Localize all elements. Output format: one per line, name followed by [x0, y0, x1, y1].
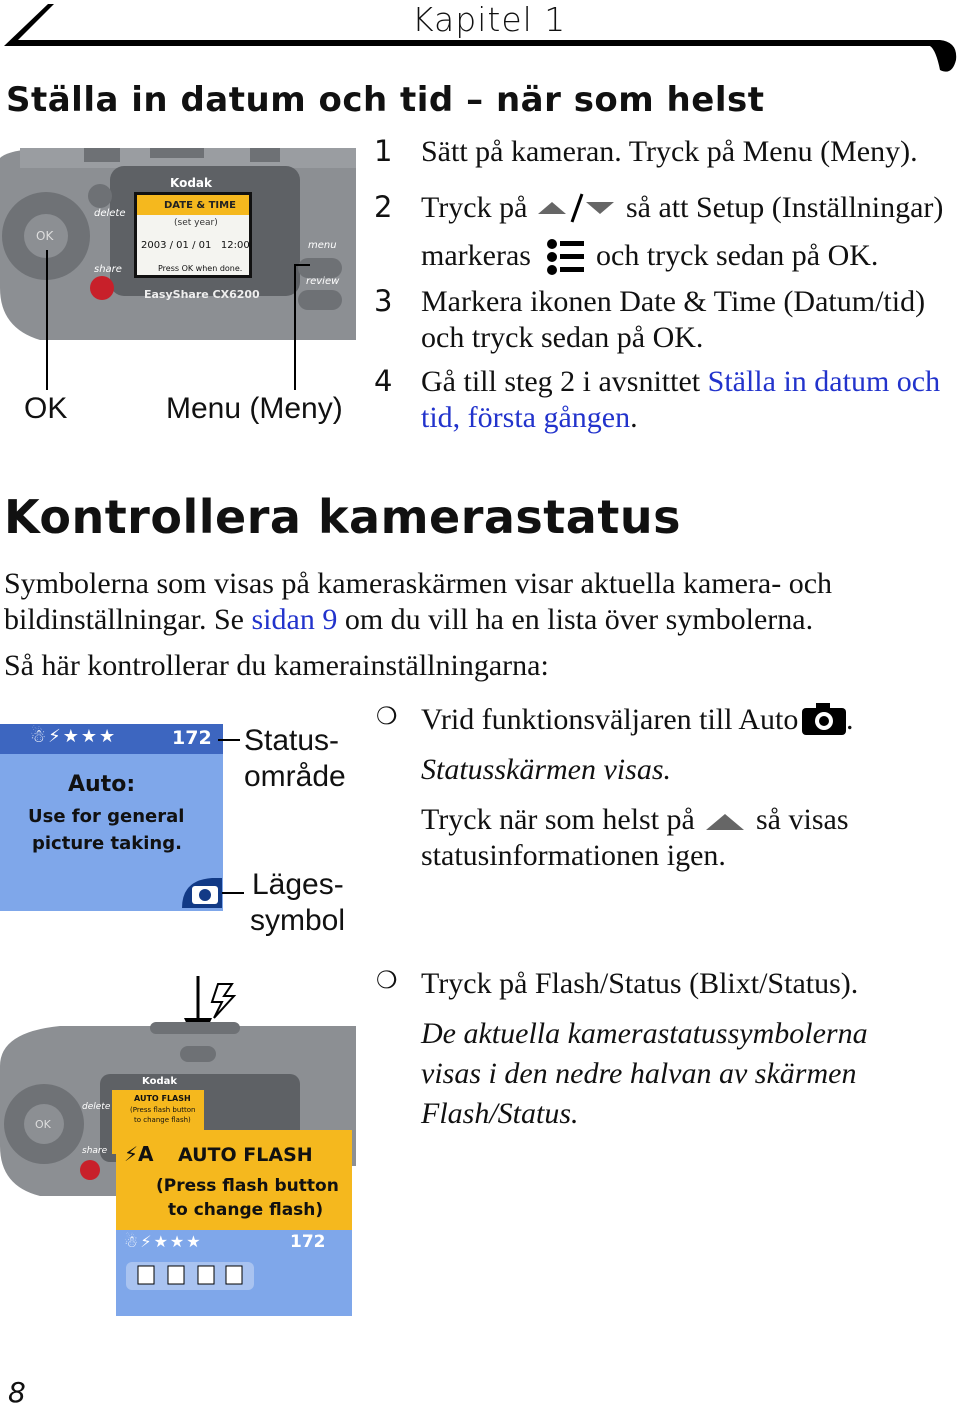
flash-camera-ok: OK: [35, 1118, 51, 1131]
flash-status-icons: ☃⚡★★★: [124, 1232, 203, 1251]
flash-screen-title: AUTO FLASH: [178, 1144, 313, 1166]
ok-callout-line: [46, 250, 48, 390]
small-screen-hint-2: to change flash): [134, 1116, 191, 1124]
bullet-1-line-3b: så visas: [756, 803, 849, 836]
bullet-2-italic-1: De aktuella kamerastatussymbolerna: [421, 1017, 868, 1050]
step-2-text-d: och tryck sedan på OK.: [596, 239, 879, 272]
status-area-label-2: område: [244, 760, 346, 793]
para-1-line-2: [4, 602, 813, 638]
step-1-text: Sätt på kameran. Tryck på Menu (Meny).: [421, 135, 918, 168]
camera-mode-icon: [800, 700, 848, 736]
flash-screen-hint-2: to change flash): [168, 1200, 324, 1220]
camera-review-label: review: [306, 276, 340, 287]
mode-symbol-label-2: symbol: [250, 904, 346, 937]
mode-symbol-label-1: Läges-: [252, 868, 344, 901]
bullet-1-text: Vrid funktionsväljaren till Auto: [421, 703, 799, 736]
camera-delete-label: delete: [94, 208, 126, 219]
screen-title: DATE & TIME: [164, 200, 236, 211]
status-callout-line: [218, 739, 240, 741]
bullet-1-line-3a: Tryck när som helst på: [421, 803, 695, 836]
page-number: 8: [8, 1376, 26, 1409]
flash-camera-illustration: [0, 976, 356, 1316]
flash-camera-share: share: [82, 1146, 108, 1156]
page-9-link[interactable]: sidan 9: [251, 603, 338, 636]
camera-share-label: share: [94, 264, 122, 275]
step-4-text: Gå till steg 2 i avsnittet: [421, 365, 708, 398]
step-3-line-2: och tryck sedan på OK.: [421, 321, 704, 354]
camera-menu-label: menu: [308, 240, 337, 251]
menu-callout-line: [294, 264, 296, 390]
section-heading-date-time: Ställa in datum och tid – när som helst: [6, 80, 765, 120]
setup-list-icon: [546, 238, 586, 276]
menu-label: Menu (Meny): [166, 392, 343, 425]
screen-subtitle: (set year): [174, 218, 218, 228]
para-2: Så här kontrollerar du kamerainställningarna:: [4, 649, 549, 682]
step-4-number: 4: [374, 364, 393, 398]
step-4-line-1: [421, 364, 940, 400]
flash-camera-delete: delete: [82, 1102, 111, 1112]
small-screen-title: AUTO FLASH: [134, 1094, 191, 1103]
para-1-line-1: Symbolerna som visas på kameraskärmen visar aktuella kamera- och: [4, 567, 833, 600]
status-desc-line-1: Use for general: [28, 806, 185, 827]
auto-camera-icon: [182, 874, 222, 908]
step-2-text-c: markeras: [421, 239, 531, 272]
menu-callout-stub: [294, 264, 310, 266]
step-1-number: 1: [374, 134, 393, 168]
up-arrow-icon: [704, 812, 746, 832]
step-3-line-1: Markera ikonen Date & Time (Datum/tid): [421, 285, 926, 318]
camera-back-illustration: [0, 148, 356, 340]
up-down-arrow-icon: [534, 192, 618, 226]
status-icons: ☃⚡★★★: [30, 726, 118, 747]
bullet-1-dot: .: [846, 703, 854, 736]
camera-model: EasyShare CX6200: [144, 288, 260, 301]
bullet-1-italic: Statusskärmen visas.: [421, 753, 671, 786]
camera-ok-label: OK: [36, 229, 54, 243]
step-4-link-b[interactable]: tid, första gången: [421, 401, 631, 434]
small-screen-hint-1: (Press flash button: [130, 1106, 196, 1114]
screen-date-value: 2003 / 01 / 01 12:00: [141, 240, 250, 251]
step-2-number: 2: [374, 190, 393, 224]
status-area-label-1: Status-: [244, 724, 340, 757]
screen-hint: Press OK when done.: [158, 264, 243, 273]
bullet-1-line-4: statusinformationen igen.: [421, 839, 726, 872]
chapter-title: Kapitel 1: [412, 0, 567, 39]
bullet-1-marker: ❍: [376, 702, 398, 730]
step-4-end: .: [630, 401, 638, 434]
flash-mode-icon: ⚡A: [124, 1142, 154, 1166]
bullet-2-marker: ❍: [376, 966, 398, 994]
status-mode: Auto:: [68, 772, 136, 797]
mode-callout-line: [222, 892, 244, 894]
step-4-link-a[interactable]: Ställa in datum och: [707, 365, 941, 398]
bullet-2-text: Tryck på Flash/Status (Blixt/Status).: [421, 967, 859, 1000]
bullet-2-italic-2: visas i den nedre halvan av skärmen: [421, 1057, 857, 1090]
step-4-line-2: [421, 400, 638, 436]
para-1-text-a: bildinställningar. Se: [4, 603, 252, 636]
bullet-2-italic-3: Flash/Status.: [421, 1097, 579, 1130]
section-heading-camera-status: Kontrollera kamerastatus: [4, 490, 681, 544]
ok-label: OK: [24, 392, 68, 425]
step-3-number: 3: [374, 284, 393, 318]
flash-camera-brand: Kodak: [142, 1076, 177, 1087]
flash-status-count: 172: [290, 1232, 326, 1252]
flash-screen-hint-1: (Press flash button: [156, 1176, 339, 1196]
status-count: 172: [172, 727, 212, 749]
camera-brand: Kodak: [170, 176, 212, 190]
status-desc-line-2: picture taking.: [32, 833, 182, 854]
step-2-text-a: Tryck på: [421, 191, 528, 224]
para-1-text-b: om du vill ha en lista över symbolerna.: [337, 603, 814, 636]
step-2-text-b: så att Setup (Inställningar): [626, 191, 944, 224]
